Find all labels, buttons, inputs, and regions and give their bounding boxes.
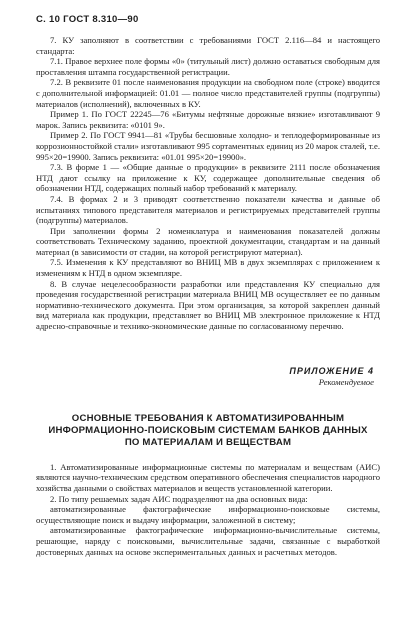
section-title-line: ИНФОРМАЦИОННО-ПОИСКОВЫМ СИСТЕМАМ БАНКОВ ДАННЫХ bbox=[48, 425, 368, 437]
appendix-subtitle: Рекомендуемое bbox=[318, 376, 374, 387]
paragraph: 7.1. Правое верхнее поле формы «0» (титульный лист) должно оставаться свободным для проставления штампа государственной регистрации. bbox=[36, 56, 380, 77]
paragraph: автоматизированные фактографические информационно-поисковые системы, осуществляющие поиск и выдачу информации, заложенной в систему; bbox=[36, 504, 380, 525]
paragraph: 7.3. В форме 1 — «Общие данные о продукции» в реквизите 2111 после обозначения НТД дают ссылку на приложение к КУ, содержащее дополнительные сведения об обозначении НТД, содержащих полный набор требований к материалу. bbox=[36, 162, 380, 194]
paragraph: При заполнении формы 2 номенклатура и наименования показателей должны соответствовать Техническому заданию, проектной документации, стандартам и на данный материал (в зависимости от стадии, на которой регистрируют материал). bbox=[36, 225, 380, 257]
paragraph: Пример 1. По ГОСТ 22245—76 «Битумы нефтяные дорожные вязкие» изготавливают 9 марок. Запись реквизита: «0101 9». bbox=[36, 109, 380, 130]
paragraph: Пример 2. По ГОСТ 9941—81 «Трубы бесшовные холодно- и теплодеформированные из коррозионностойкой стали» изготавливают 995 сортаментных единиц из 20 марок сталей, т.е. 995×20=19900. Запись реквизита: «01.01 995×20=19900». bbox=[36, 130, 380, 162]
paragraph: 7.2. В реквизите 01 после наименования продукции на свободном поле (строке) вводится с дополнительной информацией: 01.01 — полное число представителей группы (подгруппы) материалов (исполнений), включенных в КУ. bbox=[36, 77, 380, 109]
body-text-top bbox=[36, 35, 380, 332]
section-title bbox=[36, 413, 380, 450]
paragraph: 7. КУ заполняют в соответствии с требованиями ГОСТ 2.116—84 и настоящего стандарта: bbox=[36, 35, 380, 56]
paragraph: 1. Автоматизированные информационные системы по материалам и веществам (АИС) являются научно-техническим средством оперативного обеспечения специалистов народного хозяйства данными о свойствах материалов и веществ установленной категории. bbox=[36, 461, 380, 494]
section-title-line: ОСНОВНЫЕ ТРЕБОВАНИЯ К АВТОМАТИЗИРОВАННЫМ bbox=[71, 412, 345, 424]
appendix-title: ПРИЛОЖЕНИЕ 4 bbox=[289, 365, 374, 376]
page-header: С. 10 ГОСТ 8.310—90 bbox=[36, 14, 139, 25]
paragraph: 7.5. Изменения к КУ представляют во ВНИЦ МВ в двух экземплярах с приложением к изменениям к НТД в одном экземпляре. bbox=[36, 257, 380, 279]
section-title-line: ПО МАТЕРИАЛАМ И ВЕЩЕСТВАМ bbox=[124, 437, 292, 449]
paragraph: 8. В случае нецелесообразности разработки или представления КУ специально для проведения государственной регистрации материала ВНИЦ МВ осуществляет ее по данным нормативно-технического документа. При этом организация, за которой закреплен данный вид материала как продукции, представляет во ВНИЦ МВ электронное приложение к НТД адресно-справочные и технико-экономические данные по согласованному перечню. bbox=[36, 278, 380, 332]
paragraph: 2. По типу решаемых задач АИС подразделяют на два основных вида: bbox=[50, 493, 308, 504]
paragraph: 7.4. В формах 2 и 3 приводят соответственно показатели качества и данные об испытаниях типового представителя материалов и регистрируемых представителей группы (подгруппы) материалов. bbox=[36, 193, 380, 226]
body-text-bottom bbox=[36, 462, 380, 557]
appendix-label bbox=[36, 366, 374, 387]
paragraph: автоматизированные фактографические информационно-вычислительные системы, решающие, наряду с поисковыми, вычислительные задачи, связанные с выработкой достоверных данных на основе экспериментальных данных и расчетных методов. bbox=[36, 525, 380, 557]
